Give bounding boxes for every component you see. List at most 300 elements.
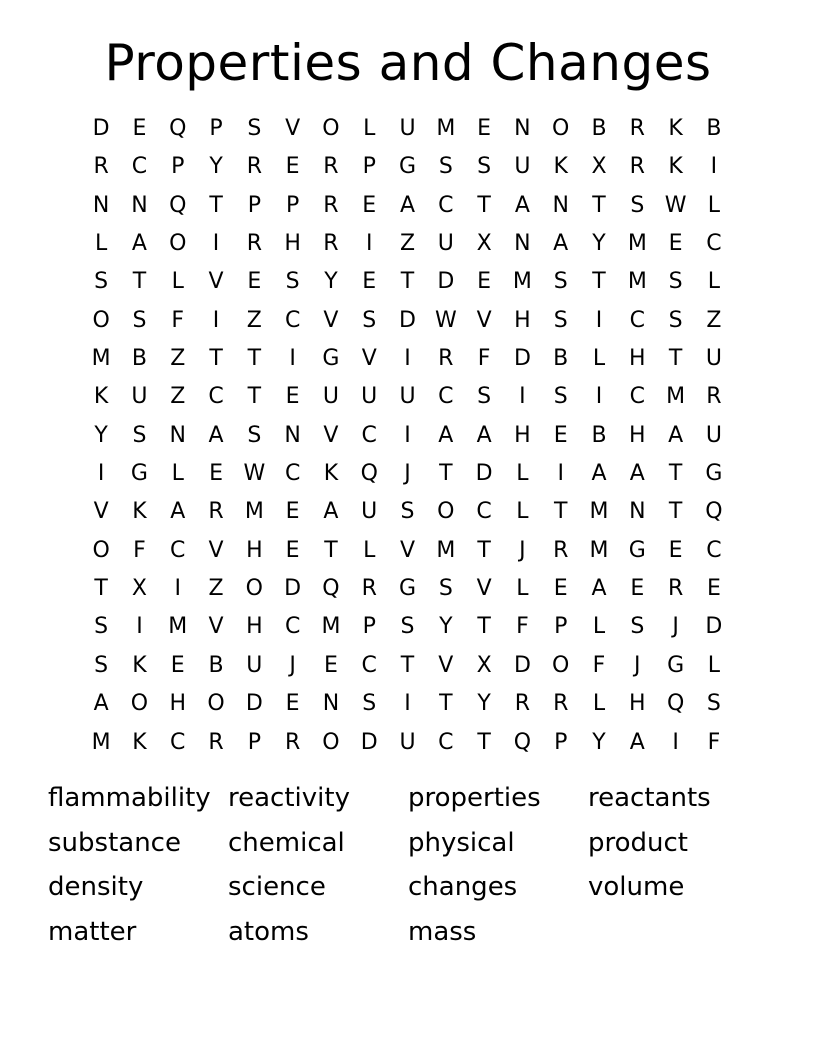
grid-letter: A [629,461,645,487]
grid-letter: V [323,422,339,448]
grid-letter: Y [592,729,606,755]
grid-row [82,647,733,685]
grid-letter: I [174,576,181,602]
grid-letter: L [707,269,721,295]
grid-letter: I [365,231,373,257]
grid-letter: S [132,422,147,448]
grid-letter: R [629,154,645,180]
grid-letter: V [438,652,454,678]
grid-letter: D [284,576,302,602]
grid-letter: X [591,154,607,180]
grid-row [82,724,733,762]
grid-letter: I [672,729,679,755]
grid-letter: T [477,729,491,755]
grid-row [82,417,733,455]
grid-letter: L [592,614,606,640]
grid-letter: F [133,537,146,563]
word-list-item: flammability [48,783,211,813]
grid-letter: R [706,384,722,410]
word-list-item: reactivity [228,783,350,813]
grid-letter: A [591,576,607,602]
grid-letter: B [706,116,722,141]
grid-letter: G [398,154,417,180]
grid-letter: P [247,729,261,755]
grid-row [82,187,733,225]
grid-letter: E [323,652,338,678]
grid-row [82,378,733,416]
grid-letter: C [629,307,645,333]
grid-letter: J [519,537,526,563]
grid-letter: U [514,154,531,180]
grid-letter: D [360,729,378,755]
grid-letter: K [132,729,147,755]
grid-letter: R [323,154,339,180]
grid-letter: T [247,346,262,372]
grid-letter: P [209,116,223,141]
grid-letter: D [245,691,263,717]
grid-letter: O [552,116,570,141]
grid-letter: T [668,461,683,487]
grid-letter: T [400,269,415,295]
grid-letter: R [514,691,531,717]
grid-letter: O [92,307,110,333]
grid-letter: I [136,614,143,640]
grid-letter: I [404,422,411,448]
grid-letter: S [438,154,453,180]
word-list-item: reactants [588,783,711,813]
grid-letter: R [208,729,224,755]
grid-letter: Q [705,499,723,525]
grid-letter: C [170,537,186,563]
grid-letter: H [629,422,646,448]
grid-letter: E [170,652,185,678]
grid-letter: M [321,614,341,640]
grid-letter: I [595,307,603,333]
grid-letter: H [514,422,531,448]
grid-letter: N [131,192,148,218]
grid-letter: I [404,346,411,372]
grid-letter: X [476,231,492,257]
grid-letter: Y [209,154,223,180]
grid-letter: T [439,691,453,717]
grid-letter: E [668,537,683,563]
grid-letter: H [514,307,531,333]
grid-letter: L [95,231,108,257]
grid-letter: F [592,652,606,678]
grid-letter: Z [170,346,186,372]
grid-letter: T [247,384,262,410]
grid-letter: C [208,384,224,410]
grid-letter: Z [208,576,224,602]
grid-row [82,570,733,608]
grid-letter: T [439,461,453,487]
grid-row [82,263,733,301]
grid-letter: C [706,231,722,257]
grid-letter: R [93,154,109,180]
grid-letter: S [132,307,147,333]
grid-letter: M [512,269,532,295]
word-list-item: density [48,872,144,903]
grid-letter: A [208,422,224,448]
grid-letter: T [477,192,491,218]
grid-letter: T [592,269,606,295]
grid-letter: K [668,154,683,180]
grid-letter: R [323,192,339,218]
grid-letter: F [171,307,185,333]
grid-letter: N [284,422,301,448]
grid-letter: R [667,576,684,602]
grid-letter: A [514,192,530,218]
grid-letter: A [438,422,454,448]
grid-letter: F [707,729,721,755]
grid-letter: Q [360,461,378,487]
grid-letter: Y [94,422,108,448]
grid-letter: C [284,461,301,487]
grid-letter: Y [592,231,606,257]
grid-letter: T [477,537,491,563]
grid-letter: R [246,231,262,257]
grid-letter: C [438,729,454,755]
word-list-item: volume [588,872,685,903]
grid-letter: S [94,269,109,295]
grid-letter: M [436,116,456,141]
grid-letter: P [554,614,568,640]
grid-letter: A [476,422,492,448]
grid-letter: V [399,537,416,563]
grid-letter: S [400,614,415,640]
grid-letter: M [244,499,264,525]
grid-letter: M [436,537,456,563]
page-title: Properties and Changes [104,34,712,92]
grid-letter: J [672,614,679,640]
word-list [48,776,768,955]
grid-row [82,148,733,186]
grid-letter: D [475,461,493,487]
grid-letter: S [630,614,645,640]
grid-letter: N [92,192,110,218]
grid-letter: D [513,346,531,372]
grid-letter: A [323,499,339,525]
grid-letter: T [132,269,147,295]
grid-letter: C [284,614,301,640]
grid-letter: G [705,461,723,487]
grid-letter: L [516,576,529,602]
grid-letter: Q [169,116,187,141]
grid-letter: P [247,192,261,218]
grid-letter: J [404,461,411,487]
grid-letter: A [553,231,569,257]
grid-letter: R [246,154,262,180]
grid-letter: M [168,614,188,640]
grid-letter: U [322,384,339,410]
grid-letter: U [246,652,263,678]
grid-letter: G [667,652,685,678]
grid-letter: M [627,231,647,257]
grid-letter: R [208,499,224,525]
grid-letter: S [553,307,568,333]
grid-letter: A [668,422,684,448]
grid-letter: M [91,729,111,755]
grid-letter: C [476,499,492,525]
grid-letter: L [516,461,529,487]
grid-letter: E [553,576,568,602]
grid-letter: C [706,537,722,563]
grid-letter: K [93,384,109,410]
word-list-item: physical [408,827,515,858]
grid-row [82,110,733,148]
grid-letter: L [707,192,721,218]
grid-row [82,608,733,646]
grid-letter: O [245,576,263,602]
grid-letter: S [706,691,721,717]
grid-letter: Y [477,691,491,717]
grid-letter: E [477,116,492,141]
grid-letter: T [553,499,568,525]
grid-letter: H [284,231,301,257]
grid-letter: M [627,269,647,295]
word-list-item: atoms [228,917,309,948]
grid-letter: L [707,652,721,678]
grid-letter: I [97,461,105,487]
grid-row [82,532,733,570]
grid-letter: M [589,499,609,525]
grid-letter: G [130,461,148,487]
grid-letter: W [664,192,687,218]
grid-letter: M [589,537,609,563]
grid-letter: A [399,192,416,218]
grid-letter: R [629,116,645,141]
grid-letter: N [629,499,646,525]
grid-letter: K [553,154,568,180]
grid-letter: E [132,116,147,141]
grid-letter: R [553,537,569,563]
grid-letter: M [91,346,111,372]
grid-letter: O [207,691,225,717]
grid-letter: A [629,729,645,755]
grid-letter: D [399,307,416,333]
grid-letter: V [476,576,492,602]
grid-letter: F [477,346,491,372]
grid-letter: L [516,499,529,525]
grid-letter: D [437,269,455,295]
grid-letter: U [361,384,378,410]
grid-letter: O [437,499,455,525]
grid-letter: U [399,116,416,141]
grid-letter: X [476,652,492,678]
grid-letter: E [285,384,300,410]
grid-letter: M [666,384,686,410]
grid-letter: K [668,116,683,141]
grid-letter: C [629,384,645,410]
grid-letter: U [437,231,454,257]
grid-letter: C [438,384,454,410]
grid-letter: E [630,576,645,602]
grid-letter: B [553,346,569,372]
grid-letter: S [553,384,568,410]
grid-letter: H [246,614,263,640]
grid-letter: T [209,346,223,372]
grid-letter: H [246,537,263,563]
grid-letter: L [171,269,184,295]
grid-letter: L [592,346,606,372]
grid-letter: S [438,576,453,602]
grid-letter: L [363,116,376,141]
grid-letter: T [668,346,683,372]
grid-letter: Q [513,729,532,755]
word-list-item: mass [408,917,477,948]
grid-letter: P [171,154,185,180]
grid-letter: B [208,652,224,678]
grid-letter: P [362,614,376,640]
grid-letter: I [519,384,526,410]
word-list-item: changes [408,872,518,903]
grid-letter: Z [170,384,186,410]
grid-letter: T [477,614,491,640]
grid-letter: E [362,192,377,218]
grid-letter: U [705,346,722,372]
grid-letter: S [668,269,683,295]
grid-letter: C [361,652,377,678]
grid-letter: N [169,422,186,448]
grid-letter: S [477,384,492,410]
word-list-item: substance [48,827,181,858]
grid-letter: O [92,537,110,563]
grid-letter: H [169,691,187,717]
grid-row [82,685,733,723]
grid-letter: U [399,384,416,410]
grid-letter: I [557,461,564,487]
grid-letter: R [284,729,301,755]
grid-letter: C [361,422,377,448]
grid-letter: V [476,307,492,333]
grid-row [82,493,733,531]
grid-letter: O [322,729,340,755]
grid-letter: D [92,116,110,141]
grid-letter: Y [324,269,338,295]
grid-letter: Z [246,307,262,333]
grid-letter: U [131,384,148,410]
grid-letter: J [634,652,641,678]
word-list-item: properties [408,783,541,813]
grid-letter: Z [706,307,722,333]
grid-letter: B [591,422,607,448]
grid-letter: E [285,691,300,717]
grid-letter: E [247,269,262,295]
grid-letter: R [553,691,569,717]
grid-letter: K [323,461,339,487]
grid-letter: R [438,346,454,372]
grid-letter: T [668,499,683,525]
grid-letter: A [591,461,607,487]
grid-letter: Q [169,192,187,218]
grid-row [82,302,733,340]
grid-letter: S [94,652,109,678]
grid-letter: T [400,652,415,678]
grid-letter: H [629,346,646,372]
grid-letter: S [553,269,568,295]
grid-letter: O [169,231,187,257]
grid-letter: O [130,691,149,717]
grid-letter: B [591,116,607,141]
grid-letter: L [363,537,376,563]
grid-letter: S [285,269,300,295]
grid-letter: W [243,461,266,487]
grid-letter: U [399,729,416,755]
grid-letter: E [285,499,300,525]
letter-grid [82,110,733,762]
grid-letter: T [324,537,338,563]
grid-letter: V [323,307,339,333]
grid-letter: E [553,422,568,448]
grid-row [82,455,733,493]
grid-letter: V [285,116,301,141]
grid-letter: K [132,652,147,678]
word-list-item: chemical [228,827,345,858]
grid-letter: V [93,499,109,525]
grid-letter: I [212,307,220,333]
grid-letter: N [322,691,340,717]
grid-letter: H [629,691,646,717]
grid-letter: N [552,192,569,218]
grid-letter: I [710,154,718,180]
grid-letter: G [628,537,646,563]
grid-letter: G [322,346,340,372]
grid-letter: E [668,231,683,257]
word-list-item: product [588,827,689,858]
grid-letter: N [514,231,531,257]
grid-letter: V [208,614,224,640]
grid-letter: I [595,384,603,410]
grid-letter: X [131,576,147,602]
grid-letter: C [284,307,301,333]
grid-letter: C [131,154,148,180]
grid-row [82,225,733,263]
grid-letter: Z [399,231,416,257]
grid-letter: S [247,116,262,141]
grid-letter: A [170,499,186,525]
grid-letter: F [516,614,529,640]
grid-letter: P [554,729,568,755]
grid-letter: P [362,154,376,180]
grid-letter: E [477,269,492,295]
grid-letter: I [404,691,411,717]
grid-letter: V [361,346,377,372]
grid-letter: W [434,307,457,333]
grid-letter: O [552,652,570,678]
grid-letter: S [668,307,683,333]
grid-letter: O [322,116,340,141]
grid-letter: A [93,691,109,717]
grid-letter: E [706,576,721,602]
grid-letter: S [477,154,492,180]
grid-letter: E [285,537,300,563]
grid-letter: R [361,576,377,602]
grid-letter: J [289,652,296,678]
grid-letter: L [592,691,606,717]
grid-letter: T [94,576,108,602]
grid-letter: C [170,729,186,755]
grid-letter: S [94,614,109,640]
grid-letter: C [438,192,454,218]
grid-letter: Y [439,614,453,640]
grid-letter: V [208,537,224,563]
grid-letter: Q [322,576,340,602]
word-list-item: science [228,872,326,903]
grid-row [82,340,733,378]
grid-letter: B [131,346,147,372]
grid-letter: A [131,231,147,257]
grid-letter: S [362,307,377,333]
